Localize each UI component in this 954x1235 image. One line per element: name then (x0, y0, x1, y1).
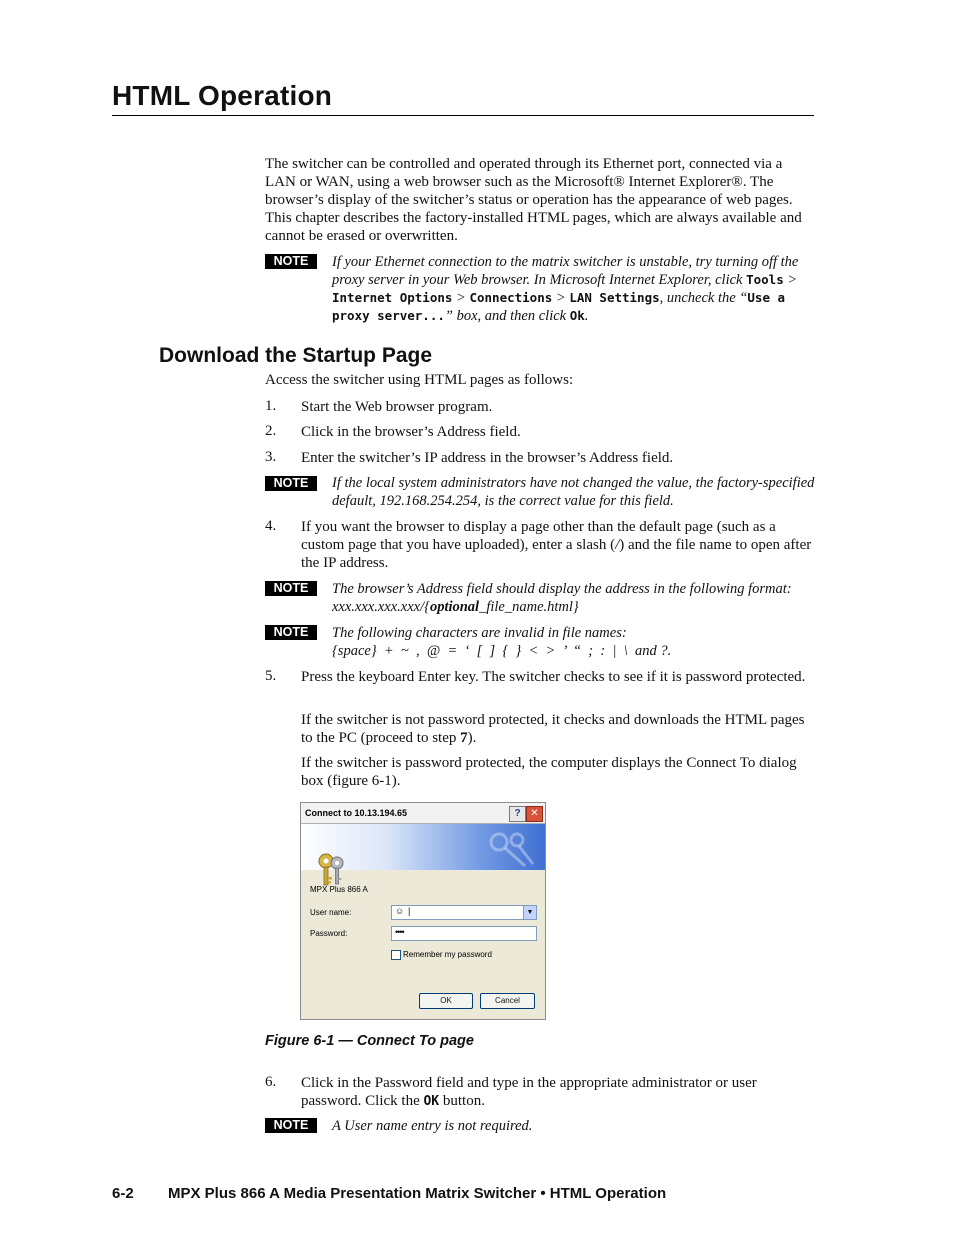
step-2: Click in the browser’s Address field. (301, 424, 521, 440)
note-badge: NOTE (265, 1118, 317, 1133)
username-field[interactable] (391, 905, 537, 920)
note-badge: NOTE (265, 476, 317, 491)
step-1: Start the Web browser program. (301, 399, 493, 415)
note-proxy: If your Ethernet connection to the matrix switcher is unstable, try turning off the proxy server in your Web browser. In Microsoft Internet Explorer, click Tools > Internet Options > Connections > LAN Settings, uncheck the “Use a proxy server...” box, and then click Ok. (332, 254, 799, 324)
note-username: A User name entry is not required. (332, 1118, 533, 1134)
note-invalid-chars: The following characters are invalid in file names: {space} + ~ , @ = ‘ [ ] { } < > ’ “ ; : | \ and ?. (332, 625, 672, 659)
password-label: Password: (310, 929, 348, 938)
user-icon: ☺ (395, 906, 405, 916)
page-title: HTML Operation (112, 80, 333, 111)
step-3: Enter the switcher’s IP address in the browser’s Address field. (301, 450, 674, 466)
device-name: MPX Plus 866 A (310, 885, 368, 894)
step-5-not-protected: If the switcher is not password protected, it checks and downloads the HTML pages to the PC (proceed to step 7). (301, 712, 805, 746)
step-6: Click in the Password field and type in the appropriate administrator or user password. Click the OK button. (301, 1075, 757, 1109)
step-5: Press the keyboard Enter key. The switcher checks to see if it is password protected. (301, 669, 806, 685)
cancel-button[interactable]: Cancel (480, 993, 535, 1009)
step-number: 1. (265, 398, 277, 414)
chevron-down-icon[interactable]: ▼ (523, 906, 536, 919)
note-badge: NOTE (265, 625, 317, 640)
dialog-title: Connect to 10.13.194.65 (305, 808, 408, 818)
section-intro: Access the switcher using HTML pages as follows: (265, 372, 574, 388)
note-default-ip: If the local system administrators have not changed the value, the factory-specified default, 192.168.254.254, is the correct value for this field. (332, 475, 815, 509)
footer-title: MPX Plus 866 A Media Presentation Matrix Switcher • HTML Operation (168, 1185, 667, 1202)
help-icon[interactable]: ? (509, 806, 526, 822)
intro-paragraph: The switcher can be controlled and operated through its Ethernet port, connected via a LAN or WAN, using a web browser such as the Microsoft® Internet Explorer®. The browser’s display of the switcher’s status or operation has the appearance of web pages. This chapter describes the factory-installed HTML pages, which are always available and cannot be erased or overwritten. (265, 156, 802, 244)
username-label: User name: (310, 908, 352, 917)
step-number: 5. (265, 668, 277, 684)
password-value: •••• (395, 927, 404, 937)
remember-checkbox[interactable] (391, 950, 401, 960)
step-number: 6. (265, 1074, 277, 1090)
step-number: 2. (265, 423, 277, 439)
step-number: 3. (265, 449, 277, 465)
note-badge: NOTE (265, 254, 317, 269)
step-number: 4. (265, 518, 277, 534)
figure-caption: Figure 6-1 — Connect To page (265, 1033, 474, 1049)
step-4: If you want the browser to display a page other than the default page (such as a custom page that you have uploaded), enter a slash (/) and the file name to open after the IP address. (301, 519, 812, 571)
step-5-protected: If the switcher is password protected, the computer displays the Connect To dialog box (figure 6-1). (301, 755, 797, 789)
watermark-keys-icon (481, 830, 536, 868)
ok-button[interactable]: OK (419, 993, 473, 1009)
note-badge: NOTE (265, 581, 317, 596)
dialog-title-bar (301, 803, 545, 824)
section-heading: Download the Startup Page (159, 344, 433, 367)
connect-to-dialog (300, 802, 546, 1020)
page-number: 6-2 (112, 1185, 134, 1202)
remember-label: Remember my password (403, 950, 492, 959)
title-rule (112, 115, 814, 116)
note-address-format: The browser’s Address field should display the address in the following format: xxx.xxx.xxx.xxx/{optional_file_name.html} (332, 581, 792, 615)
username-value: | (408, 906, 411, 916)
keys-icon (315, 852, 347, 888)
password-field[interactable] (391, 926, 537, 941)
dialog-banner (301, 824, 545, 870)
close-icon[interactable]: ✕ (526, 806, 543, 822)
